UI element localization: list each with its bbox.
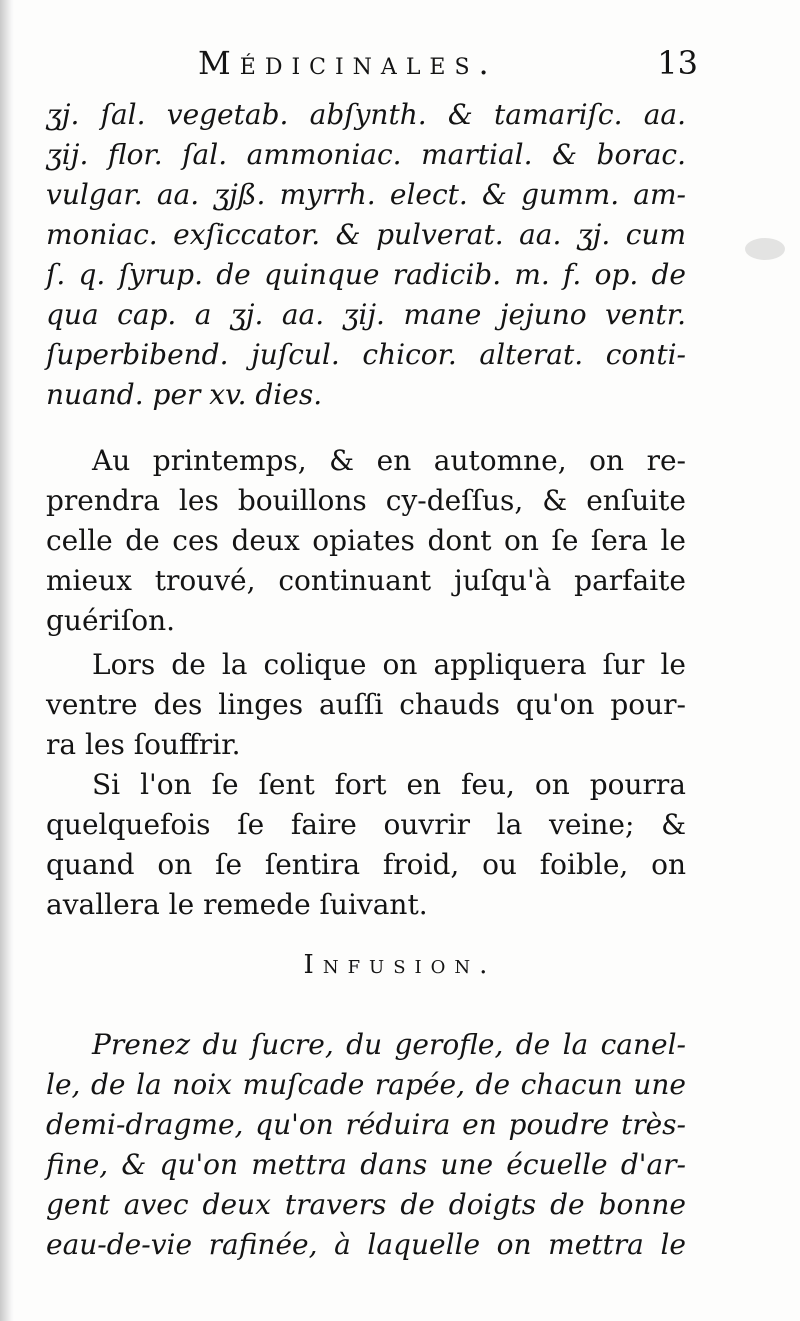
text-line: fine, & qu'on mettra dans une écuelle d'ar- [46, 1148, 686, 1181]
text-line: eau-de-vie rafinée, à laquelle on mettra le [46, 1228, 686, 1261]
text-line: prendra les bouillons cy-deſſus, & enſuite [46, 484, 686, 517]
text-line: Si l'on ſe ſent fort en feu, on pourra [92, 768, 686, 801]
running-title: Médicinales. [198, 44, 498, 82]
paragraph-fever [46, 765, 686, 925]
text-line: ſ. q. ſyrup. de quinque radicib. m. f. op. de [46, 258, 686, 291]
text-line: ſuperbibend. juſcul. chicor. alterat. conti- [46, 338, 686, 371]
page-gutter-shadow [0, 0, 14, 1321]
text-line: quand on ſe ſentira froid, ou foible, on [46, 848, 686, 881]
text-line: qua cap. a ʒj. aa. ʒij. mane jejuno ventr. [46, 298, 686, 331]
text-line: ventre des linges auſſi chauds qu'on pour- [46, 688, 686, 721]
text-line: mieux trouvé, continuant juſqu'à parfaite [46, 564, 686, 597]
text-line: nuand. per xv. dies. [46, 378, 323, 411]
text-line: gent avec deux travers de doigts de bonne [46, 1188, 686, 1221]
page-number: 13 [657, 44, 698, 82]
text-line: Lors de la colique on appliquera ſur le [92, 648, 686, 681]
infusion-paragraph [46, 1025, 686, 1265]
text-line: demi-dragme, qu'on réduira en poudre très- [46, 1108, 686, 1141]
text-line: ʒij. flor. ſal. ammoniac. martial. & borac. [46, 138, 686, 171]
section-heading: Infusion. [303, 950, 497, 980]
running-head [48, 40, 698, 90]
text-line: ʒj. ſal. vegetab. abſynth. & tamariſc. aa. [46, 98, 686, 131]
text-line: Prenez du ſucre, du gerofle, de la canel- [92, 1028, 686, 1061]
text-line: moniac. exſiccator. & pulverat. aa. ʒj. cum [46, 218, 686, 251]
text-line: avallera le remede ſuivant. [46, 888, 428, 921]
text-line: celle de ces deux opiates dont on ſe ſera le [46, 524, 686, 557]
text-line: quelquefois ſe faire ouvrir la veine; & [46, 808, 686, 841]
text-line: le, de la noix muſcade rapée, de chacun une [46, 1068, 686, 1101]
paragraph-springtime [46, 441, 686, 641]
text-line: vulgar. aa. ʒjß. myrrh. elect. & gumm. am- [46, 178, 686, 211]
text-line: guériſon. [46, 604, 176, 637]
text-line: Au printemps, & en automne, on re- [92, 444, 686, 477]
paragraph-colic [46, 645, 686, 765]
recipe-paragraph [46, 95, 686, 415]
ink-speck [745, 238, 785, 260]
text-line: ra les ſouffrir. [46, 728, 241, 761]
